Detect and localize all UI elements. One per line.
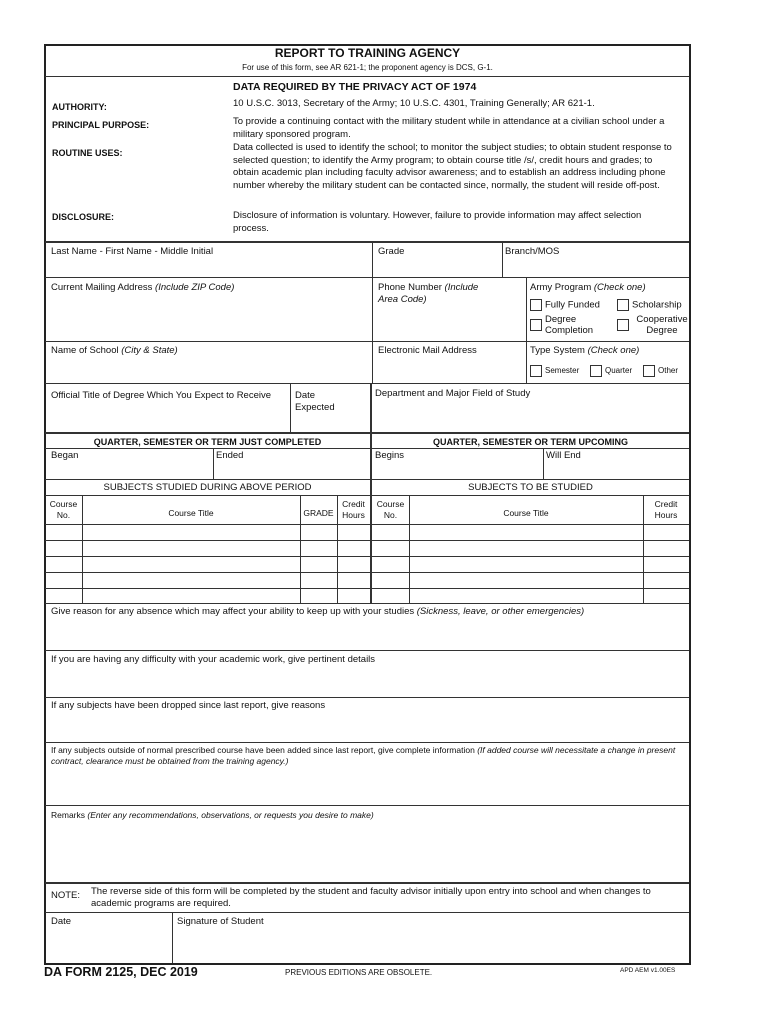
cooperative-degree-checkbox[interactable]	[617, 314, 692, 336]
department-label: Department and Major Field of Study	[375, 388, 531, 399]
quarter-label: Quarter	[605, 366, 633, 376]
routine-text: Data collected is used to identify the school; to monitor the subject studies; to obtain student response to selected question; to identify the Army program; to obtain course title /s/, credit hours and grades; to obtain academic plan including faculty advisor awareness; and to establish an address including phone number whereby the military student can be contacted since, normally, the student will reside off-post.	[233, 142, 672, 191]
began-label: Began	[51, 450, 79, 461]
course-table-rows[interactable]	[45, 525, 689, 603]
grade-label: Grade	[378, 246, 405, 257]
absence-label: Give reason for any absence which may affect your ability to keep up with your studies	[51, 606, 415, 617]
form-subtitle: For use of this form, see AR 621-1; the proponent agency is DCS, G-1.	[242, 63, 493, 72]
added-field[interactable]	[45, 770, 689, 804]
remarks-hint: (Enter any recommendations, observations, or requests you desire to make)	[87, 810, 374, 820]
cooperative-degree-label: Cooperative Degree	[636, 314, 688, 336]
ended-label: Ended	[216, 450, 244, 461]
phone-hint: (Include Area Code)	[378, 282, 479, 305]
signature-label: Signature of Student	[177, 916, 264, 927]
left-course-title-header: Course Title	[168, 508, 214, 518]
date-label: Date	[51, 916, 72, 927]
email-label: Electronic Mail Address	[378, 345, 477, 356]
absence-field[interactable]	[45, 618, 689, 649]
other-checkbox[interactable]	[643, 365, 678, 377]
address-hint: (Include ZIP Code)	[155, 282, 235, 293]
left-course-no-header: Course No.	[49, 499, 78, 520]
disclosure-text: Disclosure of information is voluntary. However, failure to provide information may affect selection process.	[233, 210, 642, 234]
signature-field[interactable]	[173, 928, 687, 961]
absence-hint: (Sickness, leave, or other emergencies)	[416, 606, 585, 617]
degree-completion-label: Degree Completion	[545, 314, 594, 336]
scholarship-checkbox[interactable]	[617, 299, 682, 312]
semester-checkbox[interactable]	[530, 365, 579, 377]
dropped-field[interactable]	[45, 712, 689, 741]
form-title: REPORT TO TRAINING AGENCY	[274, 46, 461, 60]
dropped-label: If any subjects have been dropped since last report, give reasons	[51, 700, 326, 711]
note-text: The reverse side of this form will be completed by the student and faculty advisor initially upon entry into school and when changes to academic programs are required.	[91, 886, 651, 909]
subjects-studied-heading: SUBJECTS STUDIED DURING ABOVE PERIOD	[103, 482, 312, 493]
school-label: Name of School	[51, 345, 119, 356]
degree-title-label: Official Title of Degree Which You Expect to Receive	[51, 390, 272, 401]
term-completed-heading: QUARTER, SEMESTER OR TERM JUST COMPLETED	[93, 437, 322, 447]
begins-label: Begins	[375, 450, 405, 461]
form-number: DA FORM 2125, DEC 2019	[44, 965, 198, 979]
routine-label: ROUTINE USES:	[52, 148, 123, 158]
type-system-hint: (Check one)	[587, 345, 640, 356]
added-label: If any subjects outside of normal prescribed course have been added since last report, give complete information	[51, 745, 475, 755]
scholarship-label: Scholarship	[632, 299, 682, 311]
difficulty-field[interactable]	[45, 666, 689, 696]
address-label: Current Mailing Address	[51, 282, 153, 293]
army-program-hint: (Check one)	[593, 282, 646, 293]
purpose-text: To provide a continuing contact with the military student while in attendance at a civilian school under a military sponsored program.	[233, 116, 665, 140]
army-program-label: Army Program	[530, 282, 592, 293]
type-system-label: Type System	[530, 345, 585, 356]
authority-text: 10 U.S.C. 3013, Secretary of the Army; 10 U.S.C. 4301, Training Generally; AR 621-1.	[233, 98, 595, 109]
term-upcoming-heading: QUARTER, SEMESTER OR TERM UPCOMING	[432, 437, 628, 447]
left-credit-hours-header: Credit Hours	[342, 499, 365, 520]
date-field[interactable]	[45, 928, 171, 961]
right-course-no-header: Course No.	[376, 499, 405, 520]
fully-funded-label: Fully Funded	[545, 299, 600, 311]
remarks-field[interactable]	[45, 822, 689, 881]
remarks-label: Remarks	[51, 810, 86, 820]
fully-funded-checkbox[interactable]	[530, 299, 600, 312]
obsolete-notice: PREVIOUS EDITIONS ARE OBSOLETE.	[285, 968, 433, 977]
difficulty-label: If you are having any difficulty with your academic work, give pertinent details	[51, 654, 376, 665]
disclosure-label: DISCLOSURE:	[52, 212, 115, 222]
authority-label: AUTHORITY:	[52, 102, 107, 112]
version-label: APD AEM v1.00ES	[620, 967, 676, 974]
grade-header: GRADE	[303, 508, 334, 518]
will-end-label: Will End	[546, 450, 581, 461]
name-label: Last Name - First Name - Middle Initial	[51, 246, 214, 257]
phone-label: Phone Number	[378, 282, 442, 293]
purpose-label: PRINCIPAL PURPOSE:	[52, 120, 150, 130]
school-hint: (City & State)	[121, 345, 178, 356]
right-course-title-header: Course Title	[503, 508, 549, 518]
right-credit-hours-header: Credit Hours	[654, 499, 678, 520]
subjects-to-study-heading: SUBJECTS TO BE STUDIED	[468, 482, 593, 493]
date-expected-label: Date Expected	[295, 390, 335, 413]
degree-completion-checkbox[interactable]	[530, 314, 601, 336]
branch-label: Branch/MOS	[505, 246, 560, 257]
semester-label: Semester	[545, 366, 580, 376]
other-label: Other	[658, 366, 679, 376]
note-label: NOTE:	[51, 890, 81, 901]
quarter-checkbox[interactable]	[590, 365, 632, 377]
privacy-heading: DATA REQUIRED BY THE PRIVACY ACT OF 1974	[233, 81, 477, 93]
added-hint: (If added course will necessitate a change in present contract, clearance must be obtained from the training agency.)	[51, 745, 676, 766]
